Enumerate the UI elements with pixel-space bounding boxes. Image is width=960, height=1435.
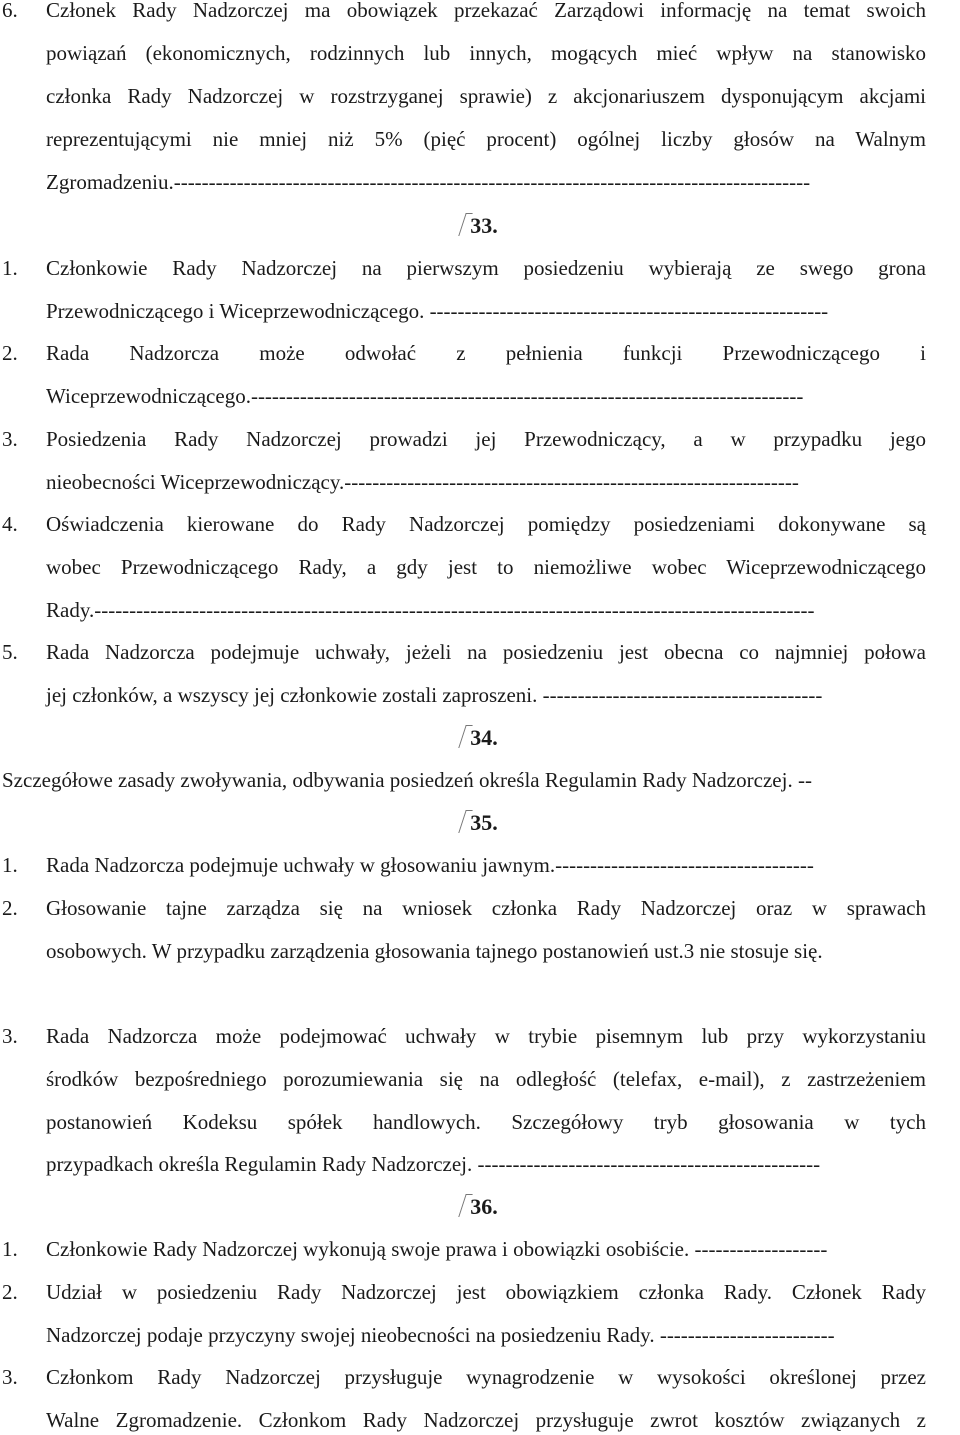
item-number: 2. xyxy=(2,1280,18,1304)
s35-item-3-line-1 xyxy=(0,1021,960,1051)
item-number: 3. xyxy=(2,427,18,451)
item-text: Rady.------------------------------------------------------------------------------------------------------- xyxy=(46,598,815,622)
s33-item-3-line-2 xyxy=(0,467,960,497)
s33-item-2-line-2 xyxy=(0,381,960,411)
item-text: Udział w posiedzeniu Rady Nadzorczej jest obowiązkiem członka Rady. Członek Rady xyxy=(46,1280,926,1304)
s36-item-1-line-1 xyxy=(0,1234,960,1264)
s35-item-3-line-3 xyxy=(0,1107,960,1137)
paragraph-text: Członek Rady Nadzorczej ma obowiązek przekazać Zarządowi informację na temat swoich xyxy=(46,0,926,22)
paragraph-text: powiązań (ekonomicznych, rodzinnych lub innych, mogących mieć wpływ na stanowisko xyxy=(46,41,926,65)
paragraph-text: reprezentującymi nie mniej niż 5% (pięć procent) ogólnej liczby głosów na Walnym xyxy=(46,127,926,151)
section-heading-33 xyxy=(0,211,960,241)
section-number: 35. xyxy=(462,808,498,838)
item-number: 1. xyxy=(2,853,18,877)
item-text: Walne Zgromadzenie. Członkom Rady Nadzorczej przysługuje zwrot kosztów związanych z xyxy=(46,1408,926,1432)
item-number: 3. xyxy=(2,1365,18,1389)
s35-item-3-line-4 xyxy=(0,1149,960,1179)
s33-item-4-line-3 xyxy=(0,595,960,625)
paragraph-6-line-5 xyxy=(0,167,960,197)
s35-item-1-line-1 xyxy=(0,850,960,880)
s35-item-2-line-1 xyxy=(0,893,960,923)
item-text: Rada Nadzorcza może odwołać z pełnienia funkcji Przewodniczącego i xyxy=(46,341,926,365)
paragraph-6-line-2 xyxy=(0,38,960,68)
item-text: Rada Nadzorcza podejmuje uchwały, jeżeli na posiedzeniu jest obecna co najmniej połowa xyxy=(46,640,926,664)
item-number: 6. xyxy=(2,0,18,22)
item-number: 2. xyxy=(2,896,18,920)
item-number: 3. xyxy=(2,1024,18,1048)
paragraph-6-line-3 xyxy=(0,81,960,111)
item-text: Członkowie Rady Nadzorczej na pierwszym posiedzeniu wybierają ze swego grona xyxy=(46,256,926,280)
section-number: 33. xyxy=(462,211,498,241)
item-number: 1. xyxy=(2,1237,18,1261)
section-heading-34 xyxy=(0,723,960,753)
s33-item-4-line-1 xyxy=(0,509,960,539)
item-text: jej członków, a wszyscy jej członkowie zostali zaproszeni. ---------------------------------------- xyxy=(46,683,823,707)
paragraph-text: Zgromadzeniu.------------------------------------------------------------------------------------------- xyxy=(46,170,811,194)
s33-item-2-line-1 xyxy=(0,338,960,368)
s33-item-5-line-1 xyxy=(0,637,960,667)
section-number: 36. xyxy=(462,1192,498,1222)
item-number: 2. xyxy=(2,341,18,365)
s35-item-3-line-2 xyxy=(0,1064,960,1094)
paragraph-6-line-1 xyxy=(0,0,960,25)
s33-item-5-line-2 xyxy=(0,680,960,710)
s33-item-1-line-1 xyxy=(0,253,960,283)
item-number: 5. xyxy=(2,640,18,664)
s36-item-3-line-1 xyxy=(0,1362,960,1392)
section-text: Szczegółowe zasady zwoływania, odbywania posiedzeń określa Regulamin Rady Nadzorczej. -- xyxy=(2,768,812,792)
item-text: Rada Nadzorcza może podejmować uchwały w trybie pisemnym lub przy wykorzystaniu xyxy=(46,1024,926,1048)
s33-item-3-line-1 xyxy=(0,424,960,454)
s36-item-3-line-2 xyxy=(0,1405,960,1435)
item-text: Oświadczenia kierowane do Rady Nadzorczej pomiędzy posiedzeniami dokonywane są xyxy=(46,512,926,536)
item-text: Głosowanie tajne zarządza się na wniosek członka Rady Nadzorczej oraz w sprawach xyxy=(46,896,926,920)
section-number: 34. xyxy=(462,723,498,753)
paragraph-6-line-4 xyxy=(0,124,960,154)
item-number: 4. xyxy=(2,512,18,536)
s35-item-2-line-2 xyxy=(0,936,960,966)
section-heading-36 xyxy=(0,1192,960,1222)
item-text: osobowych. W przypadku zarządzenia głosowania tajnego postanowień ust.3 nie stosuje się. xyxy=(46,939,823,963)
s34-text xyxy=(0,765,960,795)
item-text: przypadkach określa Regulamin Rady Nadzorczej. ------------------------------------------------- xyxy=(46,1152,821,1176)
s33-item-4-line-2 xyxy=(0,552,960,582)
item-text: Członkom Rady Nadzorczej przysługuje wynagrodzenie w wysokości określonej przez xyxy=(46,1365,926,1389)
item-text: nieobecności Wiceprzewodniczący.----------------------------------------------------------------- xyxy=(46,470,799,494)
item-text: Wiceprzewodniczącego.------------------------------------------------------------------------------- xyxy=(46,384,804,408)
item-text: Członkowie Rady Nadzorczej wykonują swoje prawa i obowiązki osobiście. ------------------- xyxy=(46,1237,828,1261)
paragraph-text: członka Rady Nadzorczej w rozstrzyganej sprawie) z akcjonariuszem dysponującym akcjami xyxy=(46,84,926,108)
item-text: wobec Przewodniczącego Rady, a gdy jest to niemożliwe wobec Wiceprzewodniczącego xyxy=(46,555,926,579)
item-text: postanowień Kodeksu spółek handlowych. Szczegółowy tryb głosowania w tych xyxy=(46,1110,926,1134)
s36-item-2-line-2 xyxy=(0,1320,960,1350)
s36-item-2-line-1 xyxy=(0,1277,960,1307)
item-text: Posiedzenia Rady Nadzorczej prowadzi jej Przewodniczący, a w przypadku jego xyxy=(46,427,926,451)
item-text: Rada Nadzorcza podejmuje uchwały w głosowaniu jawnym.------------------------------------- xyxy=(46,853,814,877)
item-number: 1. xyxy=(2,256,18,280)
item-text: Przewodniczącego i Wiceprzewodniczącego. --------------------------------------------------------- xyxy=(46,299,829,323)
s33-item-1-line-2 xyxy=(0,296,960,326)
section-heading-35 xyxy=(0,808,960,838)
item-text: środków bezpośredniego porozumiewania się na odległość (telefax, e-mail), z zastrzeżeniem xyxy=(46,1067,926,1091)
item-text: Nadzorczej podaje przyczyny swojej nieobecności na posiedzeniu Rady. ------------------------- xyxy=(46,1323,835,1347)
